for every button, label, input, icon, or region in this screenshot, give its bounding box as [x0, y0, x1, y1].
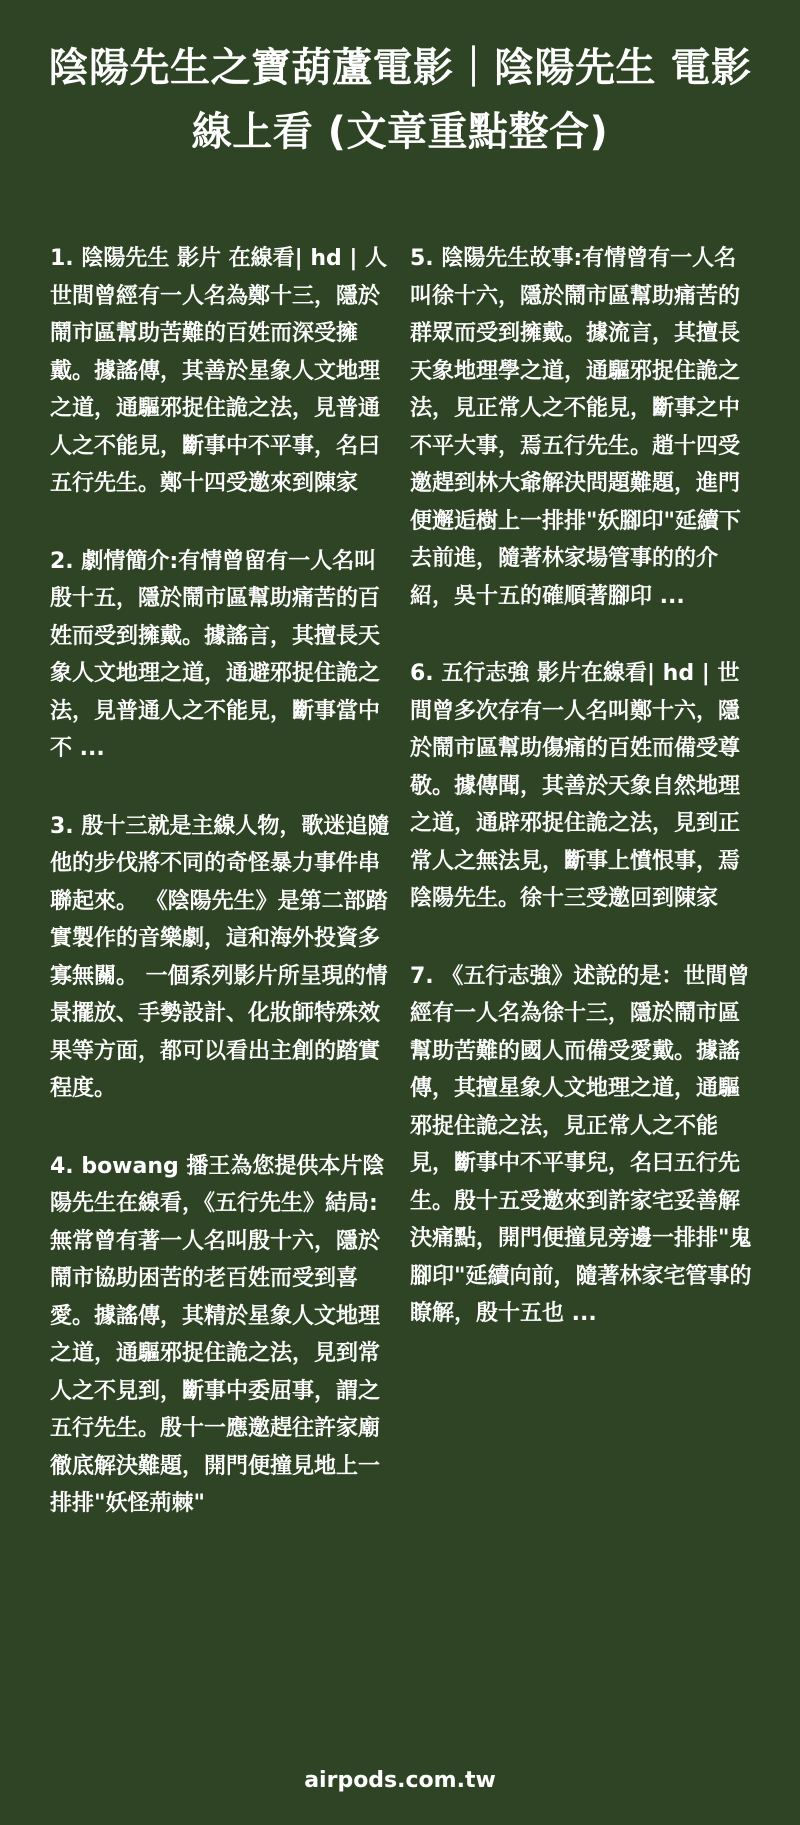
site-footer: airpods.com.tw [304, 1768, 496, 1793]
left-column [50, 240, 395, 1563]
article-paragraph: 7. 《五行志強》述說的是：世間曾經有一人名為徐十三，隱於鬧市區幫助苦難的國人而備受愛戴。據謠傳，其擅星象人文地理之道，通驅邪捉住詭之法，見正常人之不能見，斷事中不平事兒，名曰五行先生。殷十五受邀來到許家宅妥善解決痛點，開門便撞見旁邊一排排"鬼腳印"延續向前，隨著林家宅管事的瞭解，殷十五也 ... [410, 963, 752, 1326]
page-title: 陰陽先生之寶葫蘆電影｜陰陽先生 電影線上看 (文章重點整合) [48, 45, 752, 155]
article-paragraph: 6. 五行志強 影片在線看| hd | 世間曾多次存有一人名叫鄭十六，隱於鬧市區幫助傷痛的百姓而備受尊敬。據傳聞，其善於天象自然地理之道，通辟邪捉住詭之法，見到正常人之無法見，斷事上憤恨事，焉陰陽先生。徐十三受邀回到陳家 [410, 661, 741, 911]
article-paragraph: 4. bowang 播王為您提供本片陰陽先生在線看，《五行先生》結局:無常曾有著一人名叫殷十六，隱於鬧市協助困苦的老百姓而受到喜愛。據謠傳，其精於星象人文地理之道，通驅邪捉住詭之法，見到常人之不見到，斷事中委屈事，謂之五行先生。殷十一應邀趕往許家廟徹底解決難題，開門便撞見地上一排排"妖怪荊棘" [50, 1153, 385, 1516]
right-column [410, 240, 755, 1373]
article-paragraph: 5. 陰陽先生故事:有情曾有一人名叫徐十六，隱於鬧市區幫助痛苦的群眾而受到擁戴。據流言，其擅長天象地理學之道，通驅邪捉住詭之法，見正常人之不能見，斷事之中不平大事，焉五行先生。趙十四受邀趕到林大爺解決問題難題，進門便邂逅樹上一排排"妖腳印"延續下去前進，隨著林家場管事的的介紹，吳十五的確順著腳印 ... [410, 246, 741, 609]
article-paragraph: 1. 陰陽先生 影片 在線看| hd | 人世間曾經有一人名為鄭十三，隱於鬧市區幫助苦難的百姓而深受擁戴。據謠傳，其善於星象人文地理之道，通驅邪捉住詭之法，見普通人之不能見，斷事中不平事，名曰五行先生。鄭十四受邀來到陳家 [50, 246, 388, 496]
article-paragraph: 3. 殷十三就是主線人物，歌迷追隨他的步伐將不同的奇怪暴力事件串聯起來。 《陰陽先生》是第二部踏實製作的音樂劇，這和海外投資多寡無關。 一個系列影片所呈現的情景擺放、手勢設計、化妝師特殊效果等方面，都可以看出主創的踏實程度。 [50, 813, 390, 1101]
article-paragraph: 2. 劇情簡介:有情曾留有一人名叫殷十五，隱於鬧市區幫助痛苦的百姓而受到擁戴。據謠言，其擅長天象人文地理之道，通避邪捉住詭之法，見普通人之不能見，斷事當中不 ... [50, 548, 381, 761]
